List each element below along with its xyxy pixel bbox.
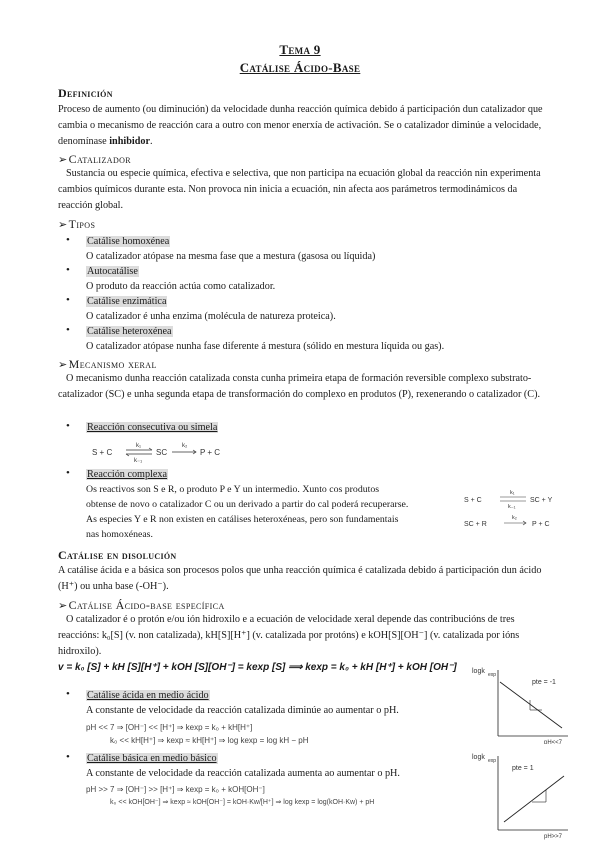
acid-derivation-line1: pH << 7 ⇒ [OH⁻] << [H⁺] ⇒ kexp = k₀ + kH[H⁺] [86,723,253,732]
complex-k2: k₂ [512,515,517,521]
tipo-homoxenea-label: Catálise homoxénea [87,236,170,247]
graph-slope-label: pte = -1 [532,679,556,686]
tipo-label [86,294,167,309]
section-heading-catalizador [58,152,131,167]
main-rate-equation: v = k₀ [S] + kH [S][H⁺] + kOH [S][OH⁻] = kexp [S] ⟹ kexp = k₀ + kH [H⁺] + kOH [OH⁻] [58,662,457,673]
especifica-heading-text: Catálise Ácido-base específica [68,598,225,612]
basic-derivation-line1: pH >> 7 ⇒ [OH⁻] >> [H⁺] ⇒ kexp = k₀ + kOH[OH⁻] [86,785,265,794]
section-heading-disolucion: Catálise en disolución [58,548,177,562]
catalizador-paragraph: Sustancia ou especie química, efectiva e selectiva, que non participa na ecuación global da reacción nin experimenta cambios químicos durante esta. Non provoca nin inicia a ecuación, nin afecta aos parámetros termodinámicos da reacción global. [58,168,541,211]
acid-catalysis-desc: A constante de velocidade da reacción catalizada diminúe ao aumentar o pH. [86,705,399,716]
tipo-autocatalise-label: Autocatálise [87,266,138,277]
tipo-label [86,234,170,249]
basic-catalysis-label [86,751,218,766]
basic-derivation-line2: k₀ << kOH[OH⁻] ⇒ kexp ≈ kOH[OH⁻] = kOH·Kw/[H⁺] ⇒ log kexp = log(kOH·Kw) + pH [110,799,375,806]
graph-trend-line [500,682,562,728]
bullet-icon: • [66,234,70,246]
tipos-heading-text: Tipos [68,217,96,231]
arrow-bullet-icon: ➢ [58,600,68,612]
tipo-label [86,264,139,279]
complex-eq2-products: P + C [532,521,550,528]
tipo-enzimatica-label: Catálise enzimática [87,296,167,307]
tipo-heteroxenea-label: Catálise heteroxénea [87,326,172,337]
complex-reaction-label [86,467,168,482]
eq-complex: SC [156,448,168,457]
acid-catalysis-graph [470,662,570,744]
bullet-icon: • [66,264,70,276]
tipo-desc: O catalizador é unha enzima (molécula de natureza proteica). [86,311,336,322]
bullet-icon: • [66,688,70,700]
complex-line: As especies Y e R non existen en catálises heteroxéneas, pero son fundamentais [86,514,399,525]
graph-x-axis-label: pH<<7 [544,740,563,744]
graph-y-axis-label: logk [472,754,485,761]
eq-products: P + C [200,448,221,457]
graph-trend-line [504,776,564,822]
arrow-bullet-icon: ➢ [58,219,68,231]
section-heading-especifica [58,598,225,613]
graph-y-axis-subscript: exp [488,672,497,678]
mecanismo-heading-text: Mecanismo xeral [68,357,157,371]
bullet-icon: • [66,420,70,432]
simple-reaction-label-text: Reacción consecutiva ou simela [87,422,218,433]
especifica-paragraph: O catalizador é o protón e/ou ión hidroxilo e a ecuación de velocidade xeral depende das contribucións de tres reaccións: k₀[S] (v. non catalizada), kH[S][H⁺] (v. catalizada por protóns) e kOH[S][OH⁻] (v. catalizada por ións hidroxilo). [58,614,520,657]
simple-mechanism-equation [90,438,250,464]
tipo-label [86,324,173,339]
acid-catalysis-label [86,688,210,703]
bullet-icon: • [66,294,70,306]
mecanismo-paragraph: O mecanismo dunha reacción catalizada consta cunha primeira etapa de formación reversible complexo substrato-catalizador (SC) e unha segunda etapa de transformación do complexo en produtos (P), rexenerando o catalizador (C). [58,373,541,400]
rate-constant-k1: k₁ [136,443,142,449]
section-heading-tipos [58,217,95,232]
graph-x-axis-label: pH>>7 [544,834,563,840]
section-heading-mecanismo [58,357,157,372]
definicion-text: Proceso de aumento (ou diminución) da velocidade dunha reacción química debido á participación dun catalizador que cambia o mecanismo de reacción cara a outro con menor enerxía de activación. Se o catalizador diminúe a velocidade, denomínase [58,104,543,147]
disolucion-paragraph: A catálise ácida e a básica son procesos polos que unha reacción química é catalizada debido á participación dun ácido (H⁺) ou unha base (-OH⁻). [58,565,542,592]
doc-title-line1: Tema 9 [279,42,321,57]
simple-reaction-label [86,420,218,435]
definicion-text-end: . [150,136,153,147]
acid-catalysis-label-text: Catálise ácida en medio ácido [87,690,209,701]
bullet-icon: • [66,324,70,336]
doc-title-line2: Catálise Ácido-Base [239,60,361,75]
basic-catalysis-desc: A constante de velocidade da reacción catalizada aumenta ao aumentar o pH. [86,768,400,779]
rate-constant-k-1: k₋₁ [134,458,143,464]
catalizador-heading-text: Catalizador [68,152,132,166]
complex-eq1-products: SC + Y [530,497,553,504]
complex-reaction-label-text: Reacción complexa [87,469,168,480]
acid-derivation-line2: k₀ << kH[H⁺] ⇒ kexp ≈ kH[H⁺] ⇒ log kexp = log kH − pH [110,736,309,745]
complex-eq2-reactants: SC + R [464,521,487,528]
complex-eq1-reactants: S + C [464,497,482,504]
complex-k1: k₁ [510,490,515,496]
basic-catalysis-label-text: Catálise básica en medio básico [87,753,217,764]
graph-y-axis-subscript: exp [488,758,497,764]
definicion-paragraph [58,102,548,150]
basic-catalysis-graph [470,748,570,840]
graph-y-axis-label: logk [472,668,485,675]
complex-line: nas homoxéneas. [86,529,153,540]
complex-k-1: k₋₁ [508,504,516,510]
complex-mechanism-equations [462,488,572,534]
section-heading-definicion: Definición [58,86,113,100]
bullet-icon: • [66,467,70,479]
arrow-bullet-icon: ➢ [58,359,68,371]
complex-line: Os reactivos son S e R, o produto P e Y un intermedio. Xunto cos produtos [86,484,380,495]
tipo-desc: O catalizador atópase nunha fase diferente á mestura (sólido en mestura líquida ou gas). [86,341,445,352]
bullet-icon: • [66,751,70,763]
rate-constant-k2: k₂ [182,443,188,449]
complex-line: obtense de novo o catalizador C ou un derivado a partir do cal poderá recuperarse. [86,499,409,510]
inhibidor-term: inhibidor [109,136,150,147]
tipo-desc: O produto da reacción actúa como catalizador. [86,281,276,292]
tipo-desc: O catalizador atópase na mesma fase que a mestura (gasosa ou líquida) [86,251,376,262]
graph-slope-label: pte = 1 [512,765,534,772]
eq-reactants: S + C [92,448,113,457]
arrow-bullet-icon: ➢ [58,154,68,166]
